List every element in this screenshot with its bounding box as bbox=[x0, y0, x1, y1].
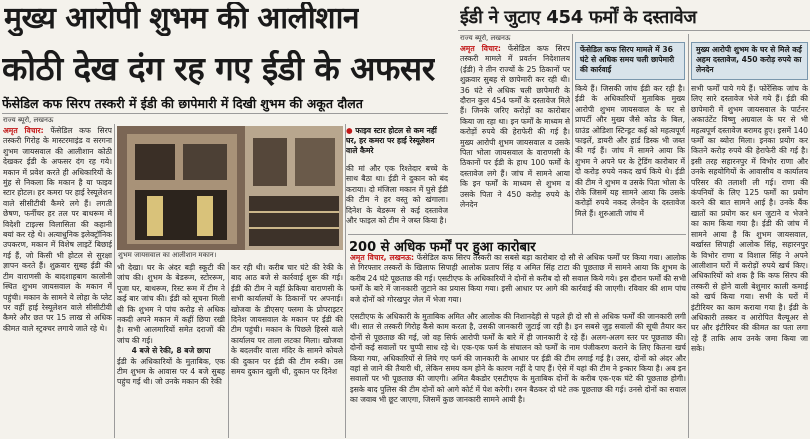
main-lead-label: अमृत विचार: bbox=[3, 126, 44, 135]
main-sidebar-text: की मां और एक रिश्तेदार बच्चे के साथ बैठा था। ईडी ने दुकान को बंद कराया। दो मंजिला मकान में घुसे ईडी की टीम ने हर वस्तु को खंगाला। दिनेश के बेडरूम से कई दस्तावेज और फाइल को टीम ने जब्त किया है। bbox=[346, 164, 448, 226]
right-headline: ईडी ने जुटाए 454 फर्मों के दस्तावेज bbox=[460, 7, 697, 28]
bottom-para-1 bbox=[350, 253, 686, 309]
main-column-1 bbox=[3, 126, 112, 438]
right-lead-label: अमृत विचार: bbox=[460, 44, 501, 53]
column-divider bbox=[228, 262, 229, 438]
right-byline: राज्य ब्यूरो, लखनऊ bbox=[460, 34, 511, 42]
right-column-1 bbox=[460, 44, 570, 234]
main-headline-line1: मुख्य आरोपी शुभम की आलीशान bbox=[4, 2, 360, 36]
main-column-2 bbox=[117, 263, 225, 439]
house-photo bbox=[117, 126, 343, 250]
main-col1-text: फेंसेडिल कफ सिरप तस्करी गिरोह के मास्टरमाइंड व सरगना शुभम जायसवाल की आलीशान कोठी देखकर ईडी के अफसर दंग रह गये। मकान में प्रवेश करते ही अधिकारियों के मुंह से निकला कि मकान है या फाइव स्टार होटल। हर कमरा पर हाई रेस्यूलेशन वाले सीसीटीवी कैमरे लगे हैं। लगती छेषण, फर्नीचर हर तल पर बाथरूम में विदेशी टाइल्स विलासिता की कहानी बयां कर रहे थे। अत्याधुनिक इलेक्ट्रॉनिक उपकरण, मकान में विशेष लाइटें बिछाई गई हैं, जो किसी भी होटल से सुरक्षा ज्ञापन करते हैं। bbox=[3, 126, 112, 271]
main-deck: फेंसेडिल कफ सिरप तस्करी में ईडी की छापेमारी में दिखी शुभम की अकूत दौलत bbox=[2, 96, 363, 111]
main-byline: राज्य ब्यूरो, लखनऊ bbox=[3, 116, 54, 124]
bottom-para-2: एसटीएफ के अधिकारी के मुताबिक अमित और आलोक की निशानदेही से पहले ही दो सौ से अधिक फर्मों की जानकारी लगी थी। सात से तस्करी गिरोह कैसे काम करता है, उसकी जानकारी जुटाई जा रही है। इन सबसे जुड़ सवालों की सूची तैयार कर दोनों से पूछताछ की गई, जो वह सिर्फ आरोपी फर्मों के बारे में ही जानकारी दे रहे हैं। अलग-अलग स्तर पर पूछताछ की। दोनों कई सवालों पर चुप्पी साध रहे थे। एक-एक फर्म के संचालन को फर्मों के नाम पंजीकरण कराने के लिए कितना खर्च किया गया, अधिकारियों से लिये गए फर्म की जानकारी के आधार पर ईडी की टीम लगाई गई है। उसर, दोनों को अंदर और वहां से जाने की तैयारी थी, लेकिन समय कम होने के कारण नहीं दे पाए हैं। ऐसे में यहां की टीम ने इन्कार किया है। अब इन सवालों पर भी पूछताछ की जाएगी। अमित बैकडोर एसटीएफ के मुताबिक दोनों के करीब एक-एक घंटे की पूछताछ होगी। इसके बाद पुलिस की टीम दोनों को आगे कोर्ट में पेश करेगी। रमन बैठकर दो घंटे तक पूछताछ की गई। उनसे दोनों का सवाल का जवाब भी छूट जाएगा, जिसमें कुछ जानकारी सामने आयी है। bbox=[350, 312, 686, 405]
bottom-para1-text: फेंसेडिल कफ सिरप तस्करी का सबसे बड़ा कारोबार दो सौ से अधिक फर्मों पर किया गया। आलोक से गिरफ्तार तस्करों के खिलाफ सिपाही आलोक प्रताप सिंह व अमित सिंह टाटा की पूछताछ में सामने आया कि शुभम के करीब 24 घंटे पूछताछ की गई। एसटीएफ के अधिकारियों ने दोनों से करीब दो सौ सवाल किये गये। इस दौरान फर्मों की सभी फर्मों के बारे में जानकारी जुटाने का प्रयास किया गया। इसी आधार पर आगे की कार्रवाई की जाएगी। रविवार की शाम पांच बजे दोनों को गोरखपुर जेल में भेजा गया। bbox=[350, 253, 686, 304]
column-divider bbox=[688, 34, 689, 438]
main-column-3: कर रही थी। करीब चार घंटे की रेकी के बाद आठ बजे से कार्रवाई शुरू की गई। ईडी की टीम ने यहीं फ्रेकिया वाराणसी के सभी कार्यालयों के ठिकानों पर अपनाई। खोजवा के डीएसए फ्लमा के प्रोपराइटर दिनेश जायसवाल के मकान पर ईडी की टीम पहुंची। मकान के पिछले हिस्से वाले कार्यालय पर ताला लटका मिला। खोजवा के बदलवीर वाला मंदिर के सामने कोयले की दुकान पर ईडी की टीम रुकी। उस समय दुकान खुली थी, दुकान पर दिनेश bbox=[231, 263, 343, 377]
house-photo-illustration bbox=[117, 126, 343, 250]
bullet-icon: ● bbox=[346, 126, 353, 135]
photo-caption: शुभम जायसवाल का आलीशान मकान। bbox=[118, 251, 217, 259]
column-divider bbox=[572, 34, 573, 234]
bottom-banner: 200 से अधिक फर्मों पर हुआ कारोबार bbox=[349, 240, 536, 255]
main-col1-text2: शुक्रवार सुबह ईडी की टीम वाराणसी के बादशाहबाग कालोनी स्थित शुभम जायसवाल के मकान में पहुंची। मकान के सामने ये लोहा के प्लेट पर वहीं हाई रेस्यूलेशन वाले सीसीटीवी कैमरे और छत पर 15 लाख से अधिक कीमत वाले स्ट्रक्चर लगाये जाते रहे थे। bbox=[3, 261, 112, 333]
main-col2-text2: ईडी के अधिकारियों के मुताबिक, एक टीम शुभम के आवास पर 4 बजे सुबह पहुंच गई थी। जो उनके मकान की रेकी bbox=[117, 356, 225, 387]
main-col2-subhead: 4 बजे से रेकी, 8 बजे छापा bbox=[131, 346, 211, 356]
right-column-3: सभी फर्मों पाये गये हैं। फोरेंसिक जांच के लिए सारे दस्तावेज भेजे गये हैं। ईडी की छापेमारी में शुभम जायसवाल के पार्टनर अकाउंटेंट विष्णु अग्रवाल के घर से भी महत्वपूर्ण दस्तावेज बरामद हुए। इसमें 140 फर्मों का ब्योरा मिला। इनका प्रयोग कर कितने करोड़ रुपये की हेराफेरी की गई है। इसी तरह सहारनपुर में विभोर राणा और उनके सहयोगियों के आवासीय व कार्यालय परिसर की तलाशी ली गई। राणा की कंपनियों के लिए 125 फर्मों का प्रयोग करने की बात सामने आई है। उनके बैंक खातों का प्रयोग कर धन जुटाने व भेजने का काम किया गया है। ईडी की जांच में सामने आया है कि शुभम जायसवाल, बर्खास्त सिपाही आलोक सिंह, सहारनपुर के विभोर राणा व विशाल सिंह ने अपने आलीशान घरों में करोड़ों रुपये खर्च किए। अधिकारियों को शक है कि कफ सिरप की तस्करी से होने वाली बेशुमार काली कमाई को खर्च किया गया। सभी के घरों में इंटीरियर का काम कराया गया है। ईडी के अधिकारी तस्कर व आरोपित वैल्यूअर से घर और इंटीरियर की कीमत का पता लगा रहे हैं ताकि आय उनके जमा किया जा सके। bbox=[691, 84, 808, 354]
main-col2-text: भी देखा। घर के अंदर बड़ी स्कूटी की जांच की। शुभम के बेडरूम, स्टोररूम, पूजा घर, बाथरूम, रिस्ट रूम में टीम ने कई बार जांच की। ईडी को सूचना मिली थी कि शुभम ने पांच करोड़ से अधिक नकदी अपने मकान में कहीं छिपा रखी है। सभी आलमारियों समेत दराजों की जांच की गई। bbox=[117, 263, 225, 345]
divider bbox=[348, 234, 686, 235]
divider bbox=[458, 30, 810, 31]
right-column-2: किये हैं। जिसकी जांच ईडी कर रही है। ईडी के अधिकारियों मुताबिक मुख्य आरोपी शुभम जायसवाल के घर से प्रापर्टी और मुख्य जैसे कोड के बिल, ग्राउंड ओडिशा स्टिन्ड्रट कई को महत्वपूर्ण फाइलें, डायरी और हार्ड डिस्क भी जब्त की गई हैं। जांच में सामने आया कि शुभम ने अपने घर के ट्रेडिंग कारोबार में दो करोड़ रुपये नकद खर्च किये थे। ईडी की टीम ने शुभम व उसके पिता भोला के रोके जिसमें यह सामने आया कि उसके करोड़ों रुपये नकद लेनदेन के दस्तावेज मिले हैं। शुरुआती जांच में bbox=[575, 84, 685, 218]
bottom-lead-label: अमृत विचार, लखनऊ: bbox=[350, 253, 415, 262]
column-divider bbox=[114, 124, 115, 438]
right-col1-text: फेंसेडिल कफ सिरप तस्करी मामले में प्रवर्तन निदेशालय (ईडी) ने तीन राज्यों के 25 ठिकानों पर शुक्रवार सुबह से छापेमारी कर रही थी। 36 घंटे से अधिक चली छापेमारी के दौरान कुल 454 फर्मों के दस्तावेज मिले हैं। जिनके जरिए करोड़ों का कारोबार किया जा रहा था। इन फर्मों के माध्यम से करोड़ों रुपये की हेराफेरी की गई है। मुख्य आरोपी शुभम जायसवाल व उसके पिता भोला जायसवाल के वाराणसी के ठिकानों पर ईडी के हाथ 100 फर्मों के दस्तावेज लगे हैं। जांच में सामने आया कि इन फर्मों के माध्यम से शुभम व उसके पिता ने 450 करोड़ रुपये के लेनदेन bbox=[460, 44, 570, 210]
divider bbox=[2, 113, 448, 114]
column-divider bbox=[345, 124, 346, 438]
main-sidebar-head bbox=[346, 126, 448, 160]
main-sidebar-head-text: फाइव स्टार होटल से कम नहीं घर, हर कमरा पर हाई रेस्यूलेशन वाले कैमरे bbox=[346, 126, 437, 155]
main-headline-line2: कोठी देख दंग रह गए ईडी के अफसर bbox=[2, 50, 435, 88]
right-box-head-2: मुख्य आरोपी शुभम के घर से मिले कई अहम दस्तावेज, 450 करोड़ रुपये का लेनदेन bbox=[691, 42, 808, 80]
right-box-head-1: फेंसेडिल कफ सिरप मामले में 36 घंटे से अधिक समय चली छापेमारी की कार्रवाई bbox=[575, 42, 685, 80]
